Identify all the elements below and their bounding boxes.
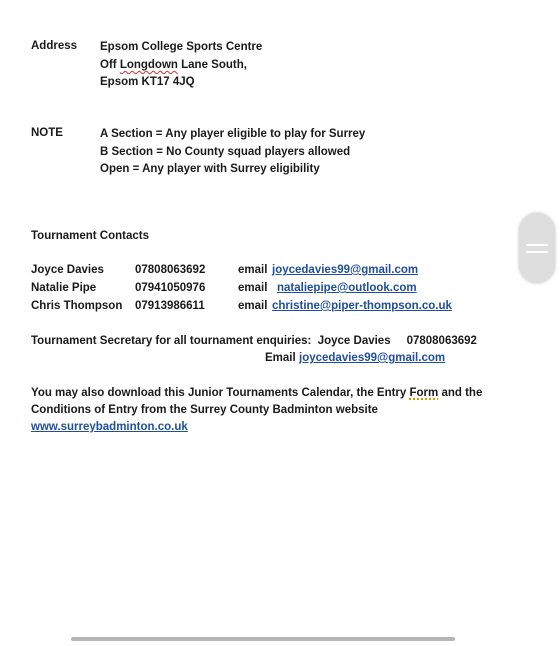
note-line-open: Open = Any player with Surrey eligibility [100, 163, 320, 175]
contact-phone: 07941050976 [135, 282, 206, 294]
download-line-2: Conditions of Entry from the Surrey County Badminton website [31, 404, 378, 416]
contact-email-label: email [238, 300, 268, 312]
handle-grip-line [526, 251, 548, 253]
contact-phone: 07913986611 [135, 300, 205, 312]
spellcheck-word: Longdown [119, 59, 178, 71]
contact-email-label: email [238, 282, 268, 294]
note-line-b: B Section = No County squad players allowed [100, 146, 351, 158]
contact-email-label: email [238, 264, 268, 276]
note-label: NOTE [31, 127, 63, 139]
secretary-line: Tournament Secretary for all tournament enquiries: Joyce Davies 07808063692 [31, 335, 477, 347]
contact-email-link[interactable]: joycedavies99@gmail.com [272, 264, 419, 276]
handle-grip-line [526, 244, 548, 246]
contact-name: Joyce Davies [31, 264, 104, 276]
grammar-flag-word: Form [409, 387, 439, 399]
contact-name: Chris Thompson [31, 300, 123, 312]
secretary-email-label: Email [265, 352, 296, 364]
scroll-handle[interactable] [519, 213, 555, 283]
contact-phone: 07808063692 [135, 264, 206, 276]
horizontal-scrollbar[interactable] [71, 637, 455, 641]
address-label: Address [31, 40, 78, 52]
website-link[interactable]: www.surreybadminton.co.uk [31, 421, 188, 433]
contact-email-link[interactable]: nataliepipe@outlook.com [277, 282, 417, 294]
contact-email-link[interactable]: christine@piper-thompson.co.uk [272, 300, 452, 312]
contact-name: Natalie Pipe [31, 282, 97, 294]
secretary-email-link[interactable]: joycedavies99@gmail.com [299, 352, 446, 364]
contacts-heading: Tournament Contacts [31, 230, 149, 242]
note-line-a: A Section = Any player eligible to play for Surrey [100, 128, 366, 140]
address-line-3: Epsom KT17 4JQ [100, 76, 195, 88]
download-line-1: You may also download this Junior Tournaments Calendar, the Entry Form and the [31, 387, 483, 399]
address-line-1: Epsom College Sports Centre [100, 41, 263, 53]
address-line-2: Off Longdown Lane South, [100, 59, 247, 71]
